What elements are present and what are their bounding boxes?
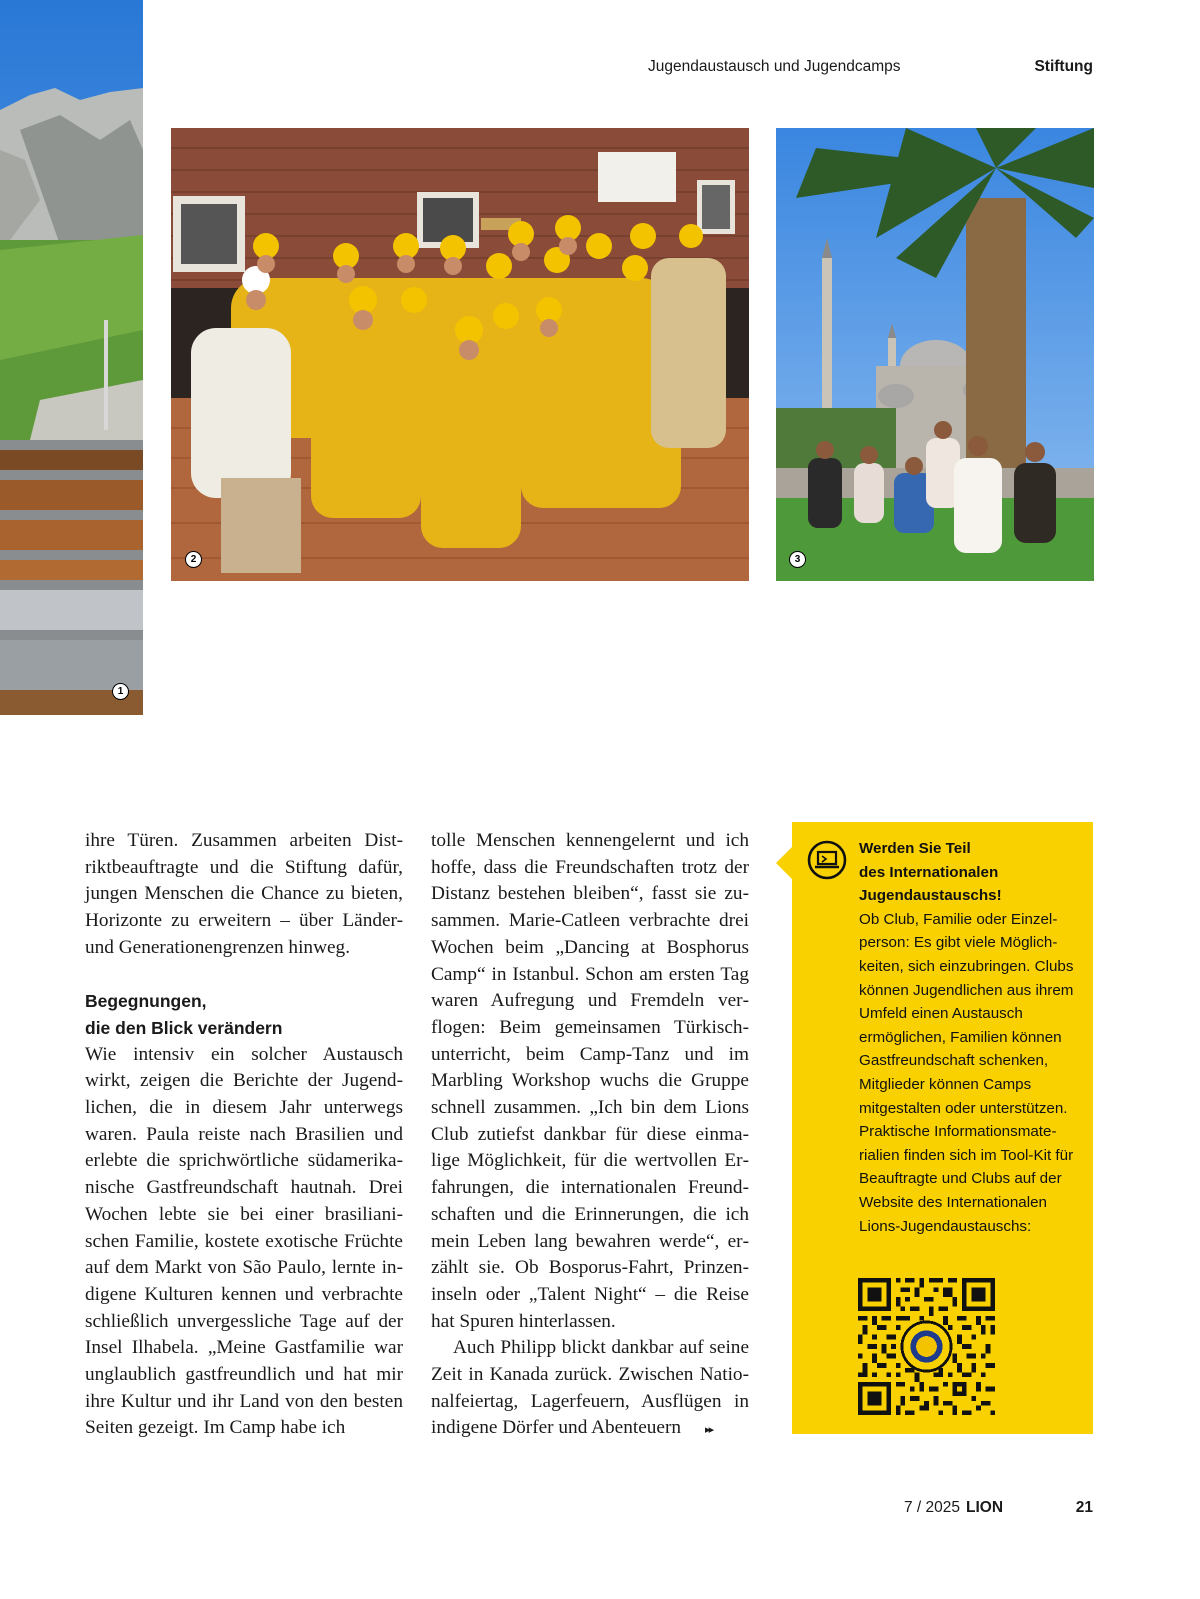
photo-alpine-terrace: [0, 0, 143, 715]
info-box-title-line: Werden Sie Teil: [859, 840, 971, 857]
info-box-title-line: des Internationalen: [859, 863, 999, 881]
subheading-line: die den Blick verändern: [85, 1017, 283, 1038]
photo-istanbul-group: [776, 128, 1094, 581]
qr-code[interactable]: [858, 1278, 995, 1415]
photo-mine-visit-group: [171, 128, 749, 581]
continue-arrow-icon: ▸▸: [705, 1423, 713, 1437]
article-paragraph: tolle Menschen kennengelernt und ich hoffe, dass die Freundschaften trotz der Distanz bestehen bleiben“, fasst sie zusammen. Marie-Catleen verbrachte drei Wochen beim „Dancing at Bosphorus Camp“ in Istanbul. Schon am ersten Tag waren Aufregung und Fremdeln verflogen: Beim gemeinsamen Türkischunterricht, beim Camp-Tanz und im Marbling Workshop wuchs die Gruppe schnell zusammen. „Ich bin dem Lions Club zutiefst dankbar für diese einmalige Möglichkeit, für die wertvollen Erfahrungen, die internationalen Freundschaften und die Erinnerungen, die ich mein Leben lang bewahren werde“, erzählt sie. Ob Bosporus-Fahrt, Prinzeninseln oder „Talent Night“ – die Reise hat Spuren hinterlassen.: [431, 830, 749, 1332]
article-paragraph: ihre Türen. Zusammen arbeiten Distriktbeauftragte und die Stiftung dafür, jungen Menschen die Chance zu bieten, Horizonte zu erweitern – über Länder- und Generationengrenzen hinweg.: [85, 830, 403, 958]
info-box-text: [859, 837, 1079, 1238]
running-head-section: Jugendaustausch und Jugendcamps: [648, 58, 901, 75]
laptop-icon: [807, 840, 847, 880]
article-subheading: [85, 988, 403, 1041]
running-head-brand: Stiftung: [1034, 58, 1093, 75]
subheading-line: Begegnungen,: [85, 991, 207, 1012]
article-column-1: [85, 828, 403, 1442]
issue-date: 7 / 2025: [904, 1499, 961, 1516]
article-column-2: [431, 828, 749, 1444]
footer-issue: [904, 1499, 1003, 1517]
info-box-body: Ob Club, Familie oder Einzelperson: Es gibt viele Möglichkeiten, sich einzubringen. Clubs können Jugendlichen aus ihrem Umfeld einen Austausch ermöglichen, Familien können Gastfreundschaft schenken, Mitglieder können Camps mitgestalten oder unterstützen.: [859, 910, 1074, 1117]
article-paragraph: [431, 1335, 749, 1444]
photo-number-badge: 1: [112, 683, 129, 700]
info-box-title-line: Jugendaustauschs!: [859, 887, 1002, 905]
article-paragraph: Wie intensiv ein solcher Austausch wirkt, zeigen die Berichte der Jugendlichen, die in diesem Jahr unterwegs waren. Paula reiste nach Brasilien und erlebte die sprichwörtliche südamerikanische Gastfreundschaft hautnah. Drei Wochen lebte sie bei einer brasilianischen Familie, kostete exotische Früchte auf dem Markt von São Paulo, lernte indigene Kulturen kennen und verbrachte schließlich unvergessliche Tage auf der Insel Ilhabela. „Meine Gastfamilie war unglaublich gastfreundlich und hat mir ihre Kultur und ihr Land von den besten Seiten gezeigt. Im Camp habe ich: [85, 1043, 403, 1439]
info-box-body: Praktische Informationsmaterialien finden sich im Tool-Kit für Beauftragte und Clubs auf der Website des Internationalen Lions-Jugendaustauschs:: [859, 1123, 1074, 1235]
photo-number-badge: 2: [185, 551, 202, 568]
article-paragraph-text: Auch Philipp blickt dankbar auf seine Zeit in Kanada zurück. Zwischen Nationalfeiertag, Lagerfeuern, Ausflügen in indigene Dörfer und Abenteuern: [431, 1337, 749, 1439]
page-number: 21: [1075, 1499, 1093, 1516]
info-box-pointer: [776, 846, 793, 880]
photo-number-badge: 3: [789, 551, 806, 568]
magazine-name: LION: [966, 1499, 1004, 1516]
